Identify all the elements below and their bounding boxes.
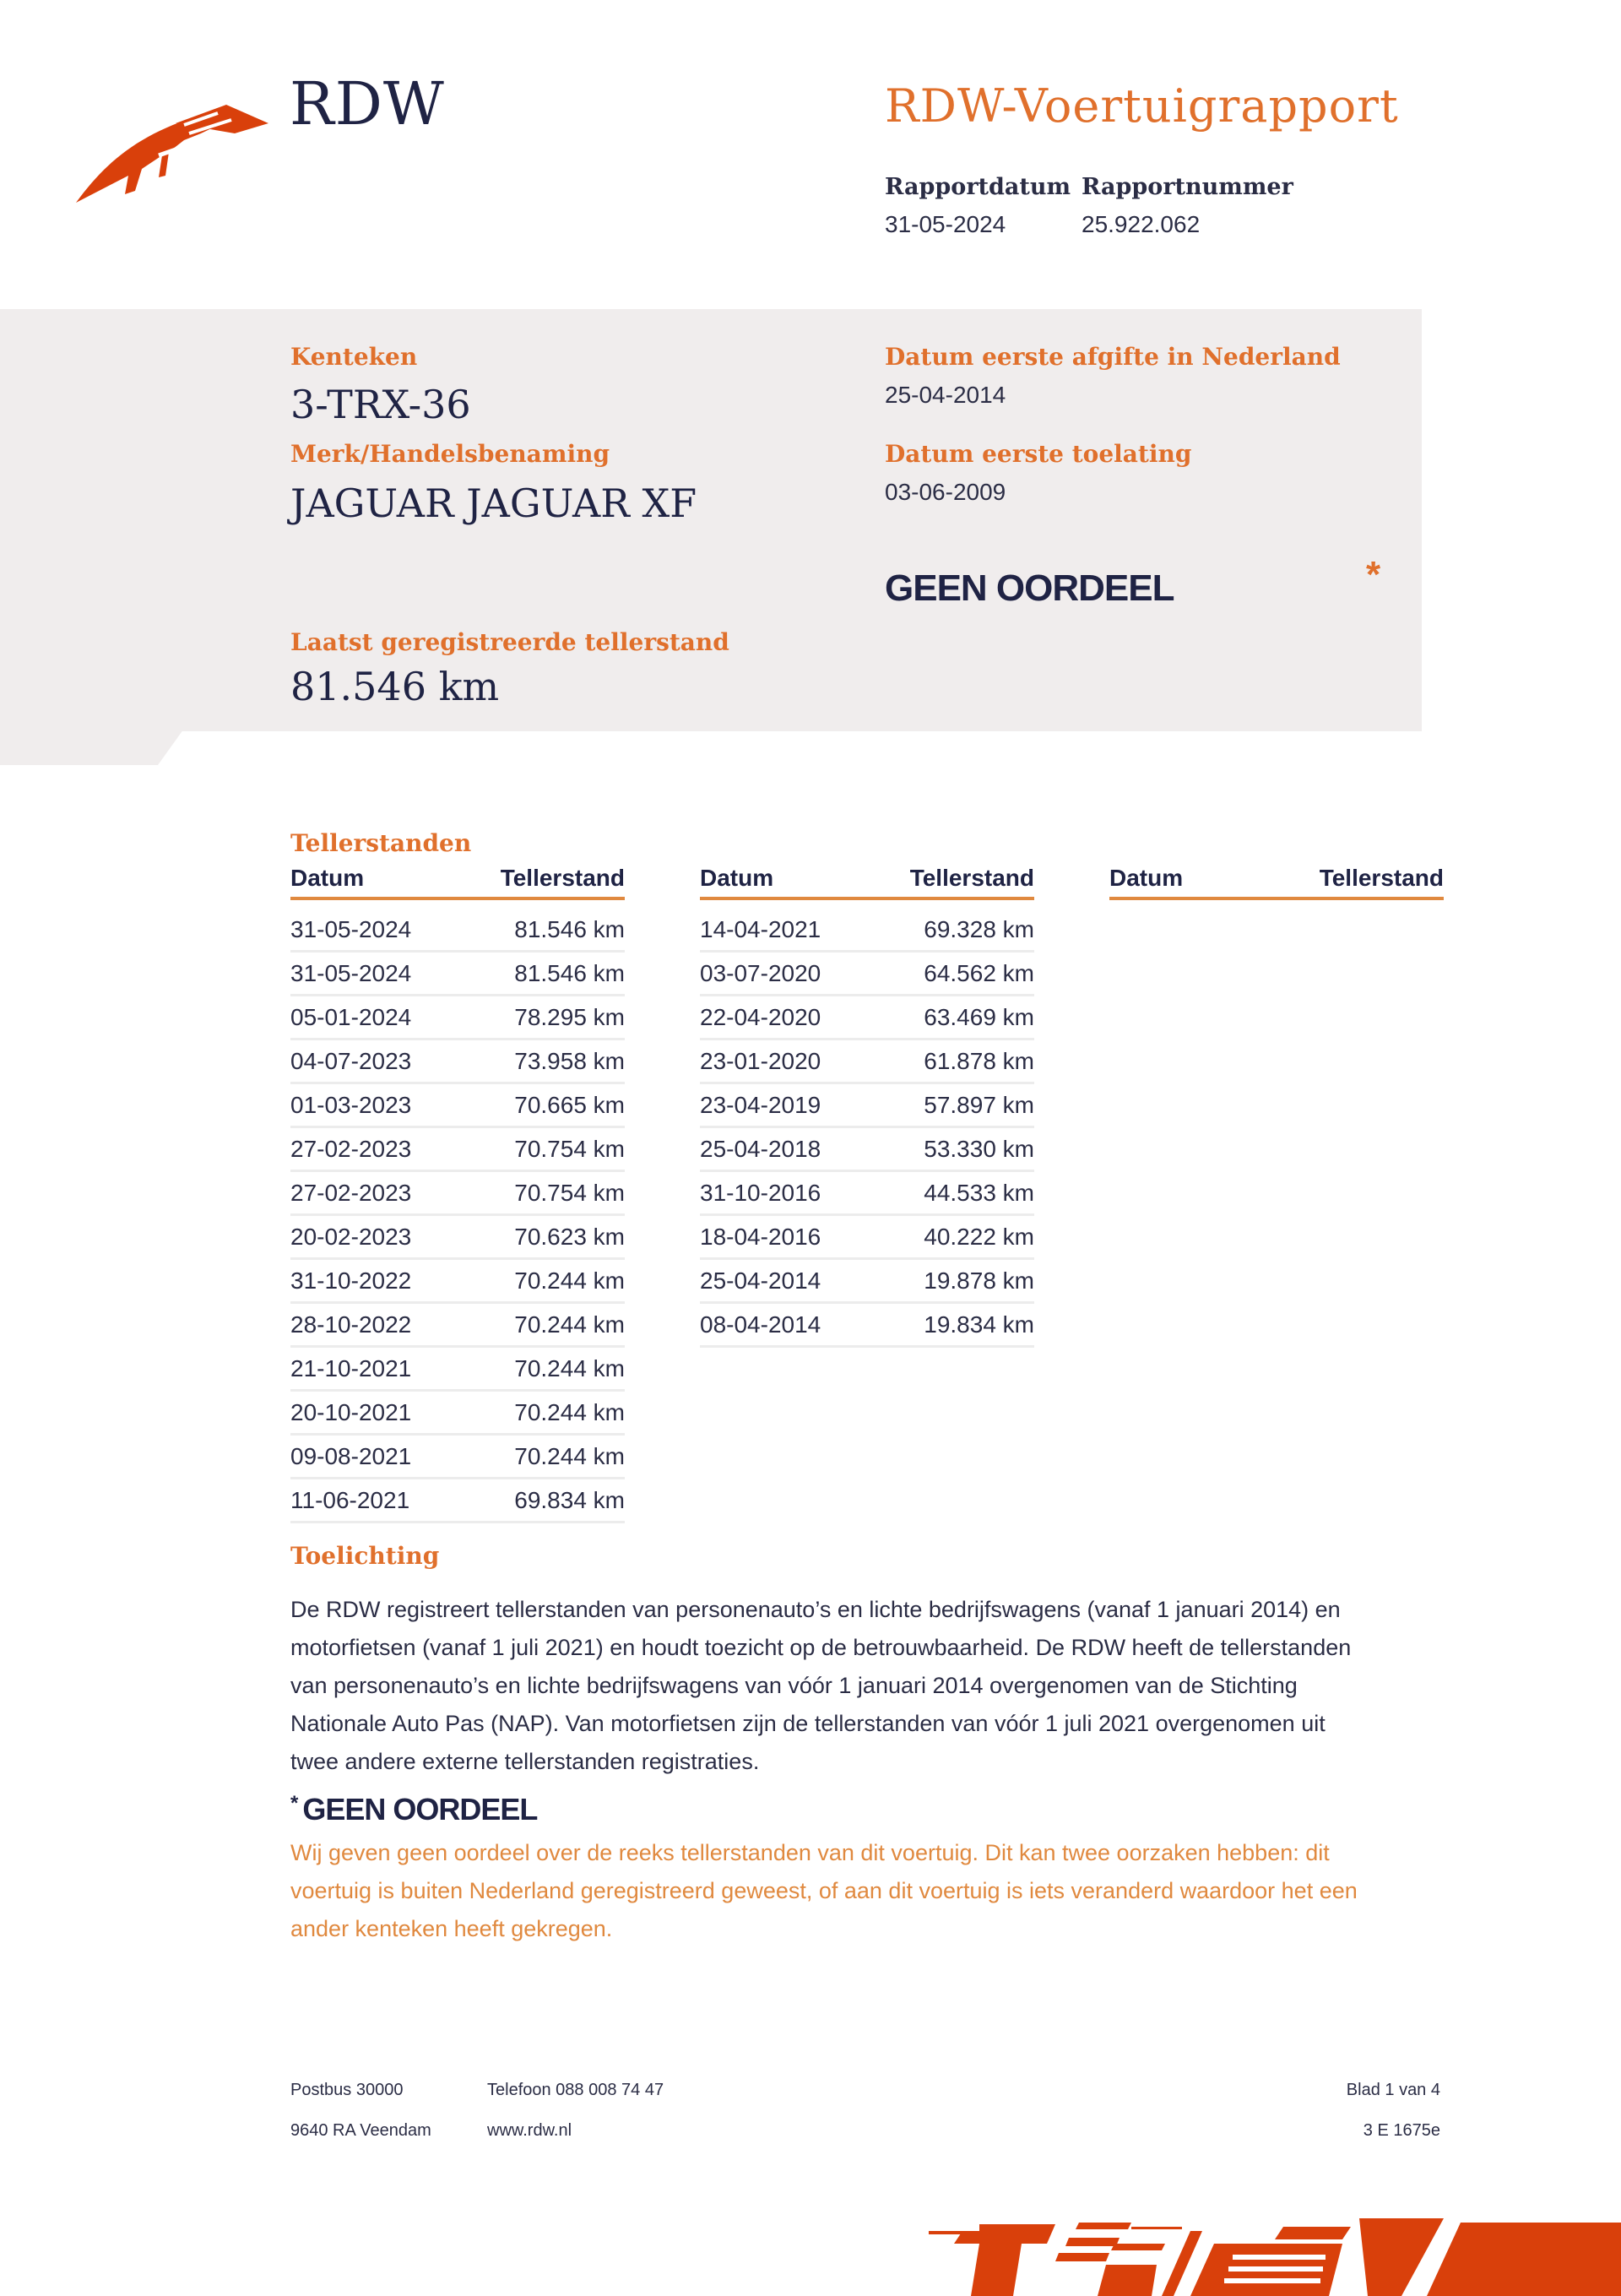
odometer-row [290, 1172, 625, 1216]
odometer-reading: 70.244 km [514, 1267, 625, 1294]
odometer-row [290, 1128, 625, 1172]
odometer-reading: 81.546 km [514, 916, 625, 942]
report-title: RDW-Voertuigrapport [885, 79, 1399, 133]
odometer-reading: 70.244 km [514, 1311, 625, 1338]
odometer-row [290, 953, 625, 996]
odometer-reading: 61.878 km [924, 1048, 1034, 1074]
odometer-row [700, 1128, 1034, 1172]
odometer-date: 09-08-2021 [290, 1443, 412, 1469]
odometer-reading: 70.244 km [514, 1443, 625, 1469]
odometer-date: 14-04-2021 [700, 916, 821, 942]
odometer-row [700, 1260, 1034, 1304]
odometer-verdict: GEEN OORDEEL [885, 567, 1174, 609]
odometer-table-2 [700, 865, 1034, 1348]
odometer-row [700, 996, 1034, 1040]
odometer-date: 08-04-2014 [700, 1311, 821, 1338]
odometer-reading: 40.222 km [924, 1224, 1034, 1250]
footer-address-line1: Postbus 30000 [290, 2081, 404, 2099]
odometer-date: 31-05-2024 [290, 916, 412, 942]
license-plate: 3-TRX-36 [290, 382, 471, 427]
odometer-table-3 [1109, 865, 1444, 909]
table-header [1109, 865, 1444, 900]
verdict-explanation-text [290, 1834, 1456, 1948]
report-date-label: Rapportdatum [885, 174, 1071, 200]
odometer-date: 31-10-2016 [700, 1180, 821, 1206]
odometer-reading: 70.754 km [514, 1136, 625, 1162]
col-reading-header: Tellerstand [1319, 865, 1444, 891]
first-issue-nl-date: 25-04-2014 [885, 382, 1006, 408]
odometer-reading: 78.295 km [514, 1004, 625, 1030]
odometer-reading: 57.897 km [924, 1092, 1034, 1118]
odometer-row [290, 1392, 625, 1436]
report-number: 25.922.062 [1082, 211, 1201, 237]
vehicle-brand: JAGUAR JAGUAR XF [290, 480, 697, 526]
odometer-date: 11-06-2021 [290, 1487, 410, 1513]
explanation-line: motorfietsen (vanaf 1 juli 2021) en houdt toezicht op de betrouwbaarheid. De RDW heeft de tellerstanden [290, 1635, 1352, 1660]
odometer-row [290, 1348, 625, 1392]
odometer-reading: 44.533 km [924, 1180, 1034, 1206]
odometer-row [700, 1172, 1034, 1216]
odometer-date: 22-04-2020 [700, 1004, 821, 1030]
verdict-line: Wij geven geen oordeel over de reeks tellerstanden van dit voertuig. Dit kan twee oorzaken hebben: dit [290, 1840, 1330, 1865]
odometer-reading: 19.834 km [924, 1311, 1034, 1338]
odometer-reading: 63.469 km [924, 1004, 1034, 1030]
odometer-row [290, 1260, 625, 1304]
rdw-decorative-stripes-icon [920, 2206, 1621, 2296]
odometer-reading: 64.562 km [924, 960, 1034, 986]
last-odometer-label: Laatst geregistreerde tellerstand [290, 628, 729, 656]
odometer-row [700, 953, 1034, 996]
footer-address-line2: 9640 RA Veendam [290, 2121, 431, 2140]
footer-document-code: 3 E 1675e [1363, 2121, 1440, 2140]
footnote-marker: * [290, 1792, 298, 1815]
odometer-date: 21-10-2021 [290, 1355, 412, 1381]
odometer-row [290, 1084, 625, 1128]
explanation-line: twee andere externe tellerstanden registraties. [290, 1749, 760, 1774]
odometer-reading: 69.328 km [924, 916, 1034, 942]
odometer-reading: 70.665 km [514, 1092, 625, 1118]
odometer-reading: 53.330 km [924, 1136, 1034, 1162]
panel-tail-decoration [0, 726, 186, 765]
odometer-date: 25-04-2014 [700, 1267, 821, 1294]
odometer-date: 28-10-2022 [290, 1311, 412, 1338]
odometer-row [290, 1040, 625, 1084]
first-admission-label: Datum eerste toelating [885, 440, 1192, 468]
odometer-reading: 70.244 km [514, 1355, 625, 1381]
odometer-date: 31-05-2024 [290, 960, 412, 986]
odometer-date: 27-02-2023 [290, 1180, 412, 1206]
odometer-table-1 [290, 865, 625, 1523]
col-reading-header: Tellerstand [909, 865, 1034, 891]
explanation-text [290, 1591, 1456, 1781]
odometer-row [290, 996, 625, 1040]
verdict-line: voertuig is buiten Nederland geregistreerd geweest, of aan dit voertuig is iets veranderd waardoor het een [290, 1878, 1358, 1903]
odometer-date: 31-10-2022 [290, 1267, 412, 1294]
footer-website-link[interactable]: www.rdw.nl [487, 2121, 572, 2140]
report-number-label: Rapportnummer [1082, 174, 1293, 200]
odometer-reading: 69.834 km [514, 1487, 625, 1513]
explanation-line: van personenauto’s en lichte bedrijfswagens van vóór 1 januari 2014 overgenomen van de Stichting [290, 1673, 1298, 1698]
odometer-row [700, 1084, 1034, 1128]
odometer-date: 01-03-2023 [290, 1092, 412, 1118]
odometer-date: 03-07-2020 [700, 960, 821, 986]
verdict-title-text: GEEN OORDEEL [302, 1792, 538, 1826]
odometer-reading: 70.623 km [514, 1224, 625, 1250]
odometer-date: 23-04-2019 [700, 1092, 821, 1118]
odometer-row [290, 909, 625, 953]
vehicle-info-panel [0, 309, 1422, 731]
odometer-row [700, 909, 1034, 953]
report-date: 31-05-2024 [885, 211, 1006, 237]
plate-label: Kenteken [290, 343, 418, 371]
odometer-row [700, 1040, 1034, 1084]
col-reading-header: Tellerstand [500, 865, 625, 891]
odometer-date: 20-10-2021 [290, 1399, 412, 1425]
odometer-reading: 70.244 km [514, 1399, 625, 1425]
odometer-date: 23-01-2020 [700, 1048, 821, 1074]
col-date-header: Datum [290, 865, 365, 891]
rdw-logo-text: RDW [290, 69, 445, 138]
odometer-date: 27-02-2023 [290, 1136, 412, 1162]
first-admission-date: 03-06-2009 [885, 479, 1006, 505]
first-issue-nl-label: Datum eerste afgifte in Nederland [885, 343, 1341, 371]
odometer-row [290, 1479, 625, 1523]
odometer-row [700, 1216, 1034, 1260]
odometer-date: 18-04-2016 [700, 1224, 821, 1250]
footer-page-number: Blad 1 van 4 [1346, 2081, 1440, 2099]
col-date-header: Datum [700, 865, 774, 891]
odometer-row [290, 1304, 625, 1348]
footer-phone: Telefoon 088 008 74 47 [487, 2081, 664, 2099]
odometer-reading: 81.546 km [514, 960, 625, 986]
odometer-date: 05-01-2024 [290, 1004, 412, 1030]
explanation-title: Toelichting [290, 1542, 440, 1570]
odometer-date: 04-07-2023 [290, 1048, 412, 1074]
rdw-logo-mark-icon [74, 100, 268, 206]
col-date-header: Datum [1109, 865, 1184, 891]
odometer-date: 25-04-2018 [700, 1136, 821, 1162]
odometer-reading: 19.878 km [924, 1267, 1034, 1294]
odometer-row [290, 1216, 625, 1260]
odometer-reading: 70.754 km [514, 1180, 625, 1206]
odometer-date: 20-02-2023 [290, 1224, 412, 1250]
odometer-row [700, 1304, 1034, 1348]
last-odometer-value: 81.546 km [290, 664, 500, 709]
odometer-section-title: Tellerstanden [290, 829, 472, 857]
verdict-footnote-marker: * [1366, 554, 1381, 595]
brand-label: Merk/Handelsbenaming [290, 440, 610, 468]
explanation-line: Nationale Auto Pas (NAP). Van motorfietsen zijn de tellerstanden van vóór 1 juli 2021 overgenomen uit [290, 1711, 1326, 1736]
table-header [700, 865, 1034, 900]
odometer-row [290, 1436, 625, 1479]
table-header [290, 865, 625, 900]
verdict-explanation-title [290, 1792, 537, 1827]
explanation-line: De RDW registreert tellerstanden van personenauto’s en lichte bedrijfswagens (vanaf 1 januari 2014) en [290, 1597, 1341, 1622]
verdict-line: ander kenteken heeft gekregen. [290, 1916, 613, 1941]
odometer-reading: 73.958 km [514, 1048, 625, 1074]
